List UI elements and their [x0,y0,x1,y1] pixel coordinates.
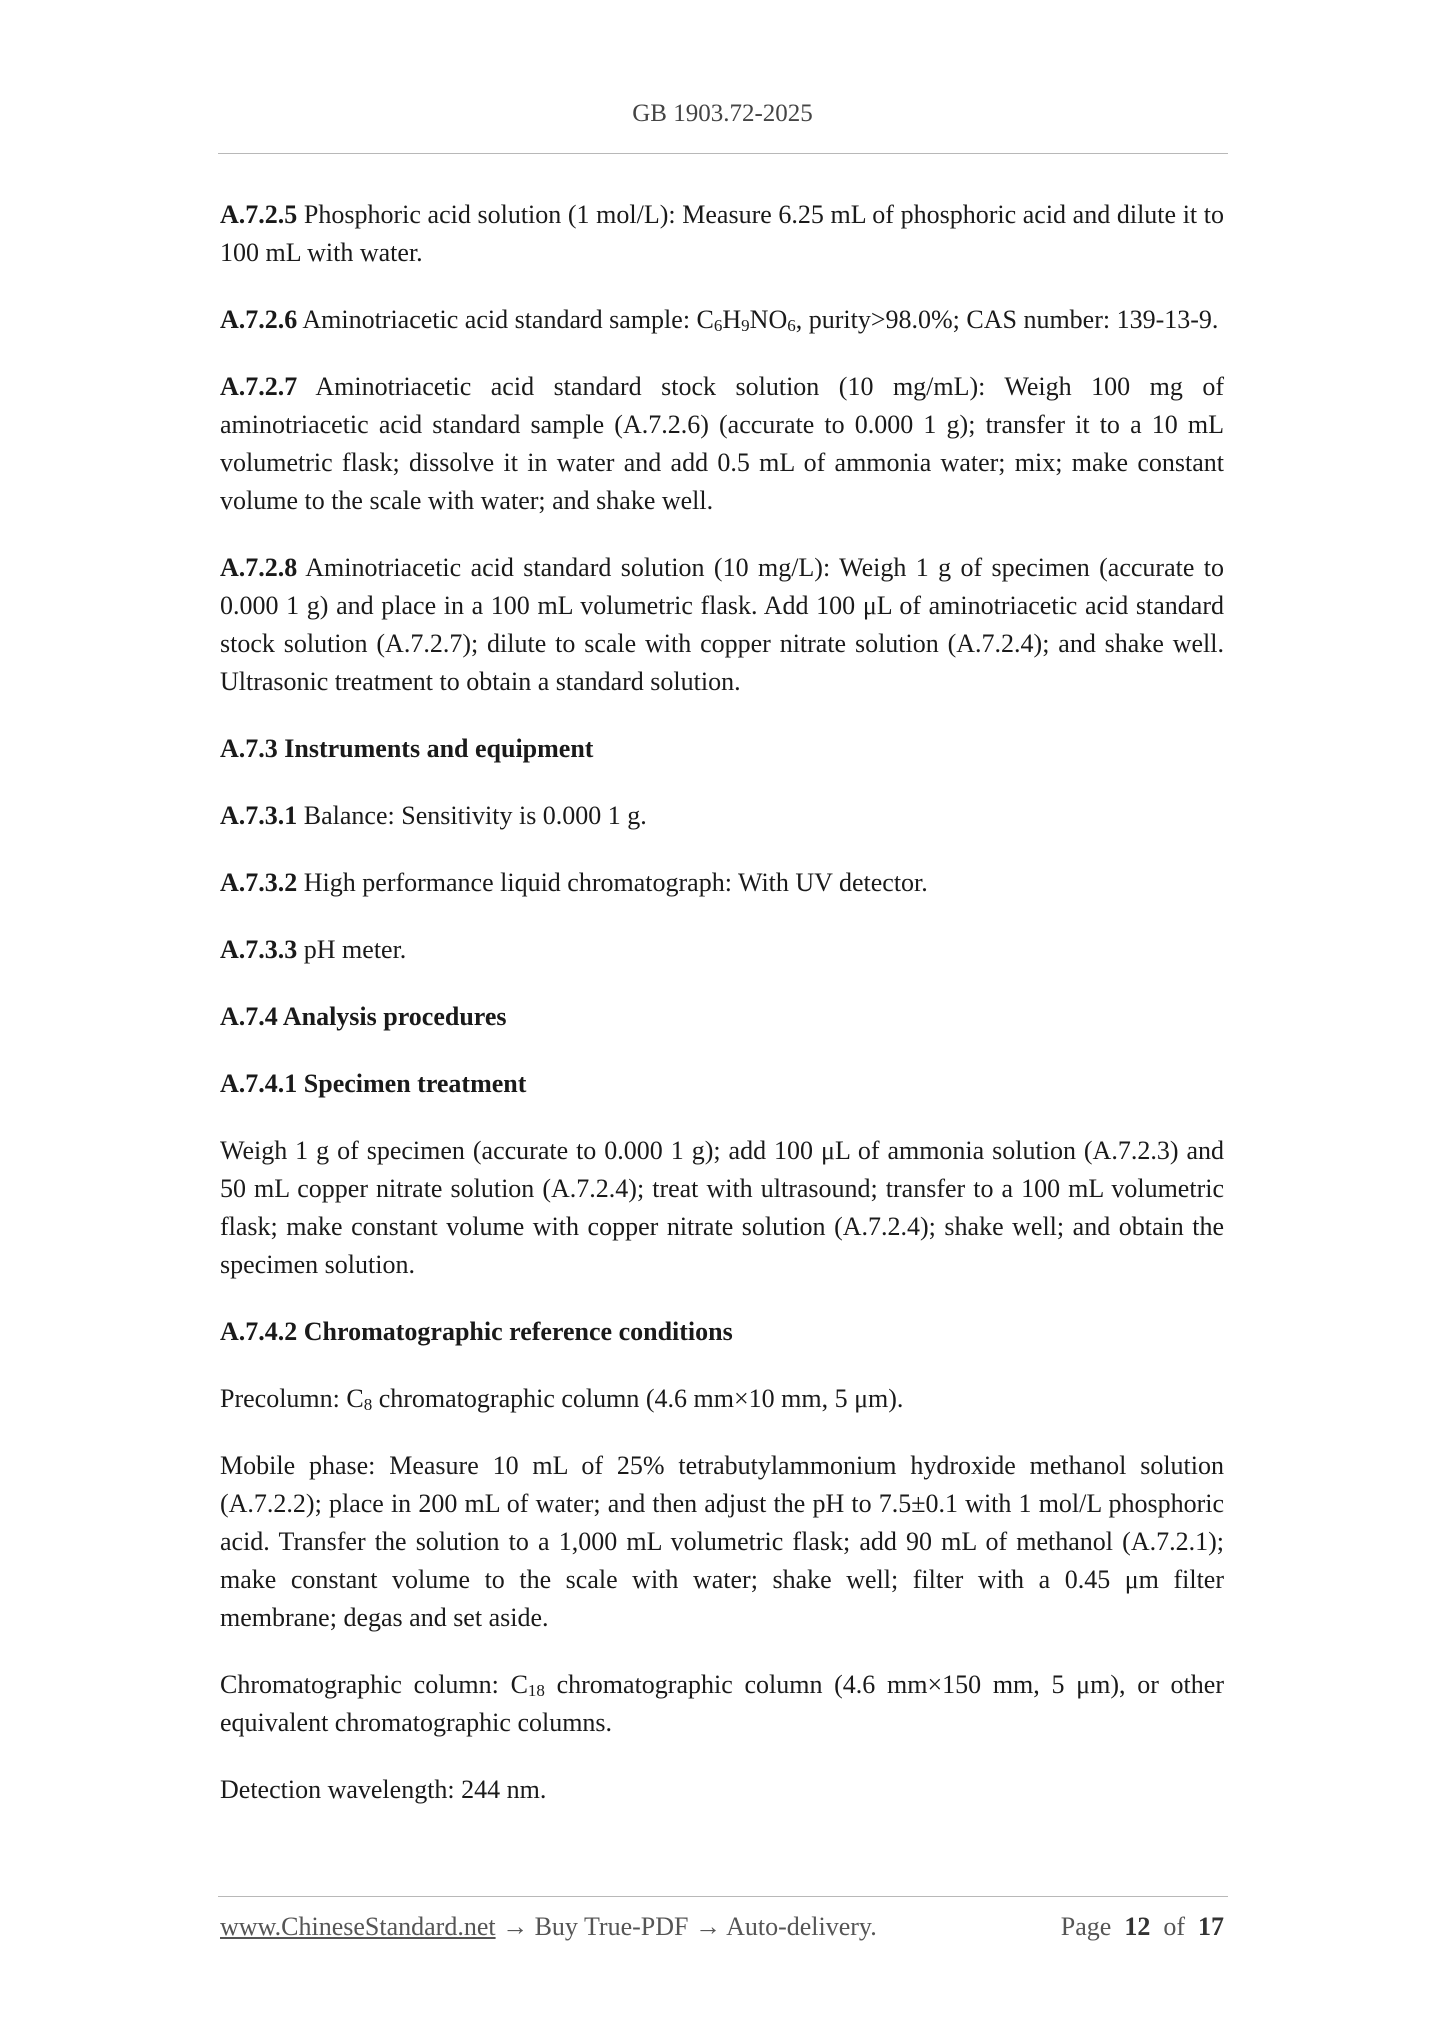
section-heading: A.7.4.2 Chromatographic reference conditions [220,1317,733,1346]
clause-paragraph [220,549,1224,701]
page-total: 17 [1198,1912,1224,1941]
arrow-icon: → [688,1912,727,1941]
subscript: 18 [527,1681,545,1700]
page-header: GB 1903.72-2025 [632,100,813,127]
text-run: Aminotriacetic acid standard sample: C [297,305,714,334]
clause-number: A.7.2.7 [220,372,298,401]
header-divider [218,153,1228,154]
section-heading: A.7.4.1 Specimen treatment [220,1069,527,1098]
section-heading: A.7.3 Instruments and equipment [220,734,594,763]
buy-text: Buy True-PDF [534,1912,689,1941]
arrow-icon: → [495,1912,535,1941]
clause-paragraph [220,301,1224,339]
clause-paragraph [220,797,1224,835]
text-run: High performance liquid chromatograph: With UV detector. [297,868,928,897]
footer-promo [220,1912,877,1942]
text-run: chromatographic column (4.6 mm×150 mm, 5 μm), or other equivalent chromatographic columns. [220,1670,1224,1737]
site-link[interactable]: www.ChineseStandard.net [220,1912,496,1941]
page-number [1061,1912,1224,1942]
text-run: Chromatographic column: C [220,1670,528,1699]
clause-paragraph [220,196,1224,272]
subscript: 8 [363,1395,373,1414]
section-heading: A.7.4 Analysis procedures [220,1002,507,1031]
subscript: 6 [713,316,723,335]
subscript: 6 [787,316,796,335]
clause-paragraph [220,1447,1224,1637]
page-of: of [1163,1912,1185,1941]
text-run: Aminotriacetic acid standard solution (10 mg/L): Weigh 1 g of specimen (accurate to 0.000 1 g) and place in a 100 mL volumetric flask. Add 100 μL of aminotriacetic acid standard stock solution (A.7.2.7); dilute to scale with copper nitrate solution (A.7.2.4); and shake well. Ultrasonic treatment to obtain a standard solution. [220,553,1224,696]
document-body [220,196,1224,1838]
clause-paragraph [220,1771,1224,1809]
subscript: 9 [741,316,750,335]
text-run: Balance: Sensitivity is 0.000 1 g. [297,801,647,830]
text-run: Phosphoric acid solution (1 mol/L): Measure 6.25 mL of phosphoric acid and dilute it to 100 mL with water. [220,200,1224,267]
clause-paragraph [220,1132,1224,1284]
text-run: chromatographic column (4.6 mm×10 mm, 5 μm). [372,1384,904,1413]
text-run: , purity>98.0%; CAS number: 139-13-9. [795,305,1219,334]
text-run: H [722,305,742,334]
clause-number: A.7.2.6 [220,305,298,334]
clause-paragraph [220,931,1224,969]
clause-paragraph [220,368,1224,520]
text-run: Detection wavelength: 244 nm. [220,1775,547,1804]
clause-paragraph [220,1666,1224,1742]
clause-number: A.7.2.8 [220,553,298,582]
clause-paragraph [220,1380,1224,1418]
text-run: pH meter. [297,935,407,964]
clause-number: A.7.3.1 [220,801,298,830]
text-run: NO [749,305,788,334]
text-run: Precolumn: C [220,1384,364,1413]
page-current: 12 [1124,1912,1151,1941]
text-run: Weigh 1 g of specimen (accurate to 0.000 1 g); add 100 μL of ammonia solution (A.7.2.3) and 50 mL copper nitrate solution (A.7.2.4); treat with ultrasound; transfer to a 100 mL volumetric flask; make constant volume with copper nitrate solution (A.7.2.4); shake well; and obtain the specimen solution. [220,1136,1224,1279]
clause-number: A.7.3.2 [220,868,298,897]
footer-divider [218,1896,1228,1897]
text-run: Mobile phase: Measure 10 mL of 25% tetrabutylammonium hydroxide methanol solution (A.7.2.2); place in 200 mL of water; and then adjust the pH to 7.5±0.1 with 1 mol/L phosphoric acid. Transfer the solution to a 1,000 mL volumetric flask; add 90 mL of methanol (A.7.2.1); make constant volume to the scale with water; shake well; filter with a 0.45 μm filter membrane; degas and set aside. [220,1451,1224,1632]
text-run: Aminotriacetic acid standard stock solution (10 mg/mL): Weigh 100 mg of aminotriacetic acid standard sample (A.7.2.6) (accurate to 0.000 1 g); transfer it to a 10 mL volumetric flask; dissolve it in water and add 0.5 mL of ammonia water; mix; make constant volume to the scale with water; and shake well. [220,372,1224,515]
clause-paragraph [220,864,1224,902]
clause-number: A.7.3.3 [220,935,298,964]
clause-number: A.7.2.5 [220,200,298,229]
page-label: Page [1060,1912,1112,1941]
delivery-text: Auto-delivery. [726,1912,877,1941]
